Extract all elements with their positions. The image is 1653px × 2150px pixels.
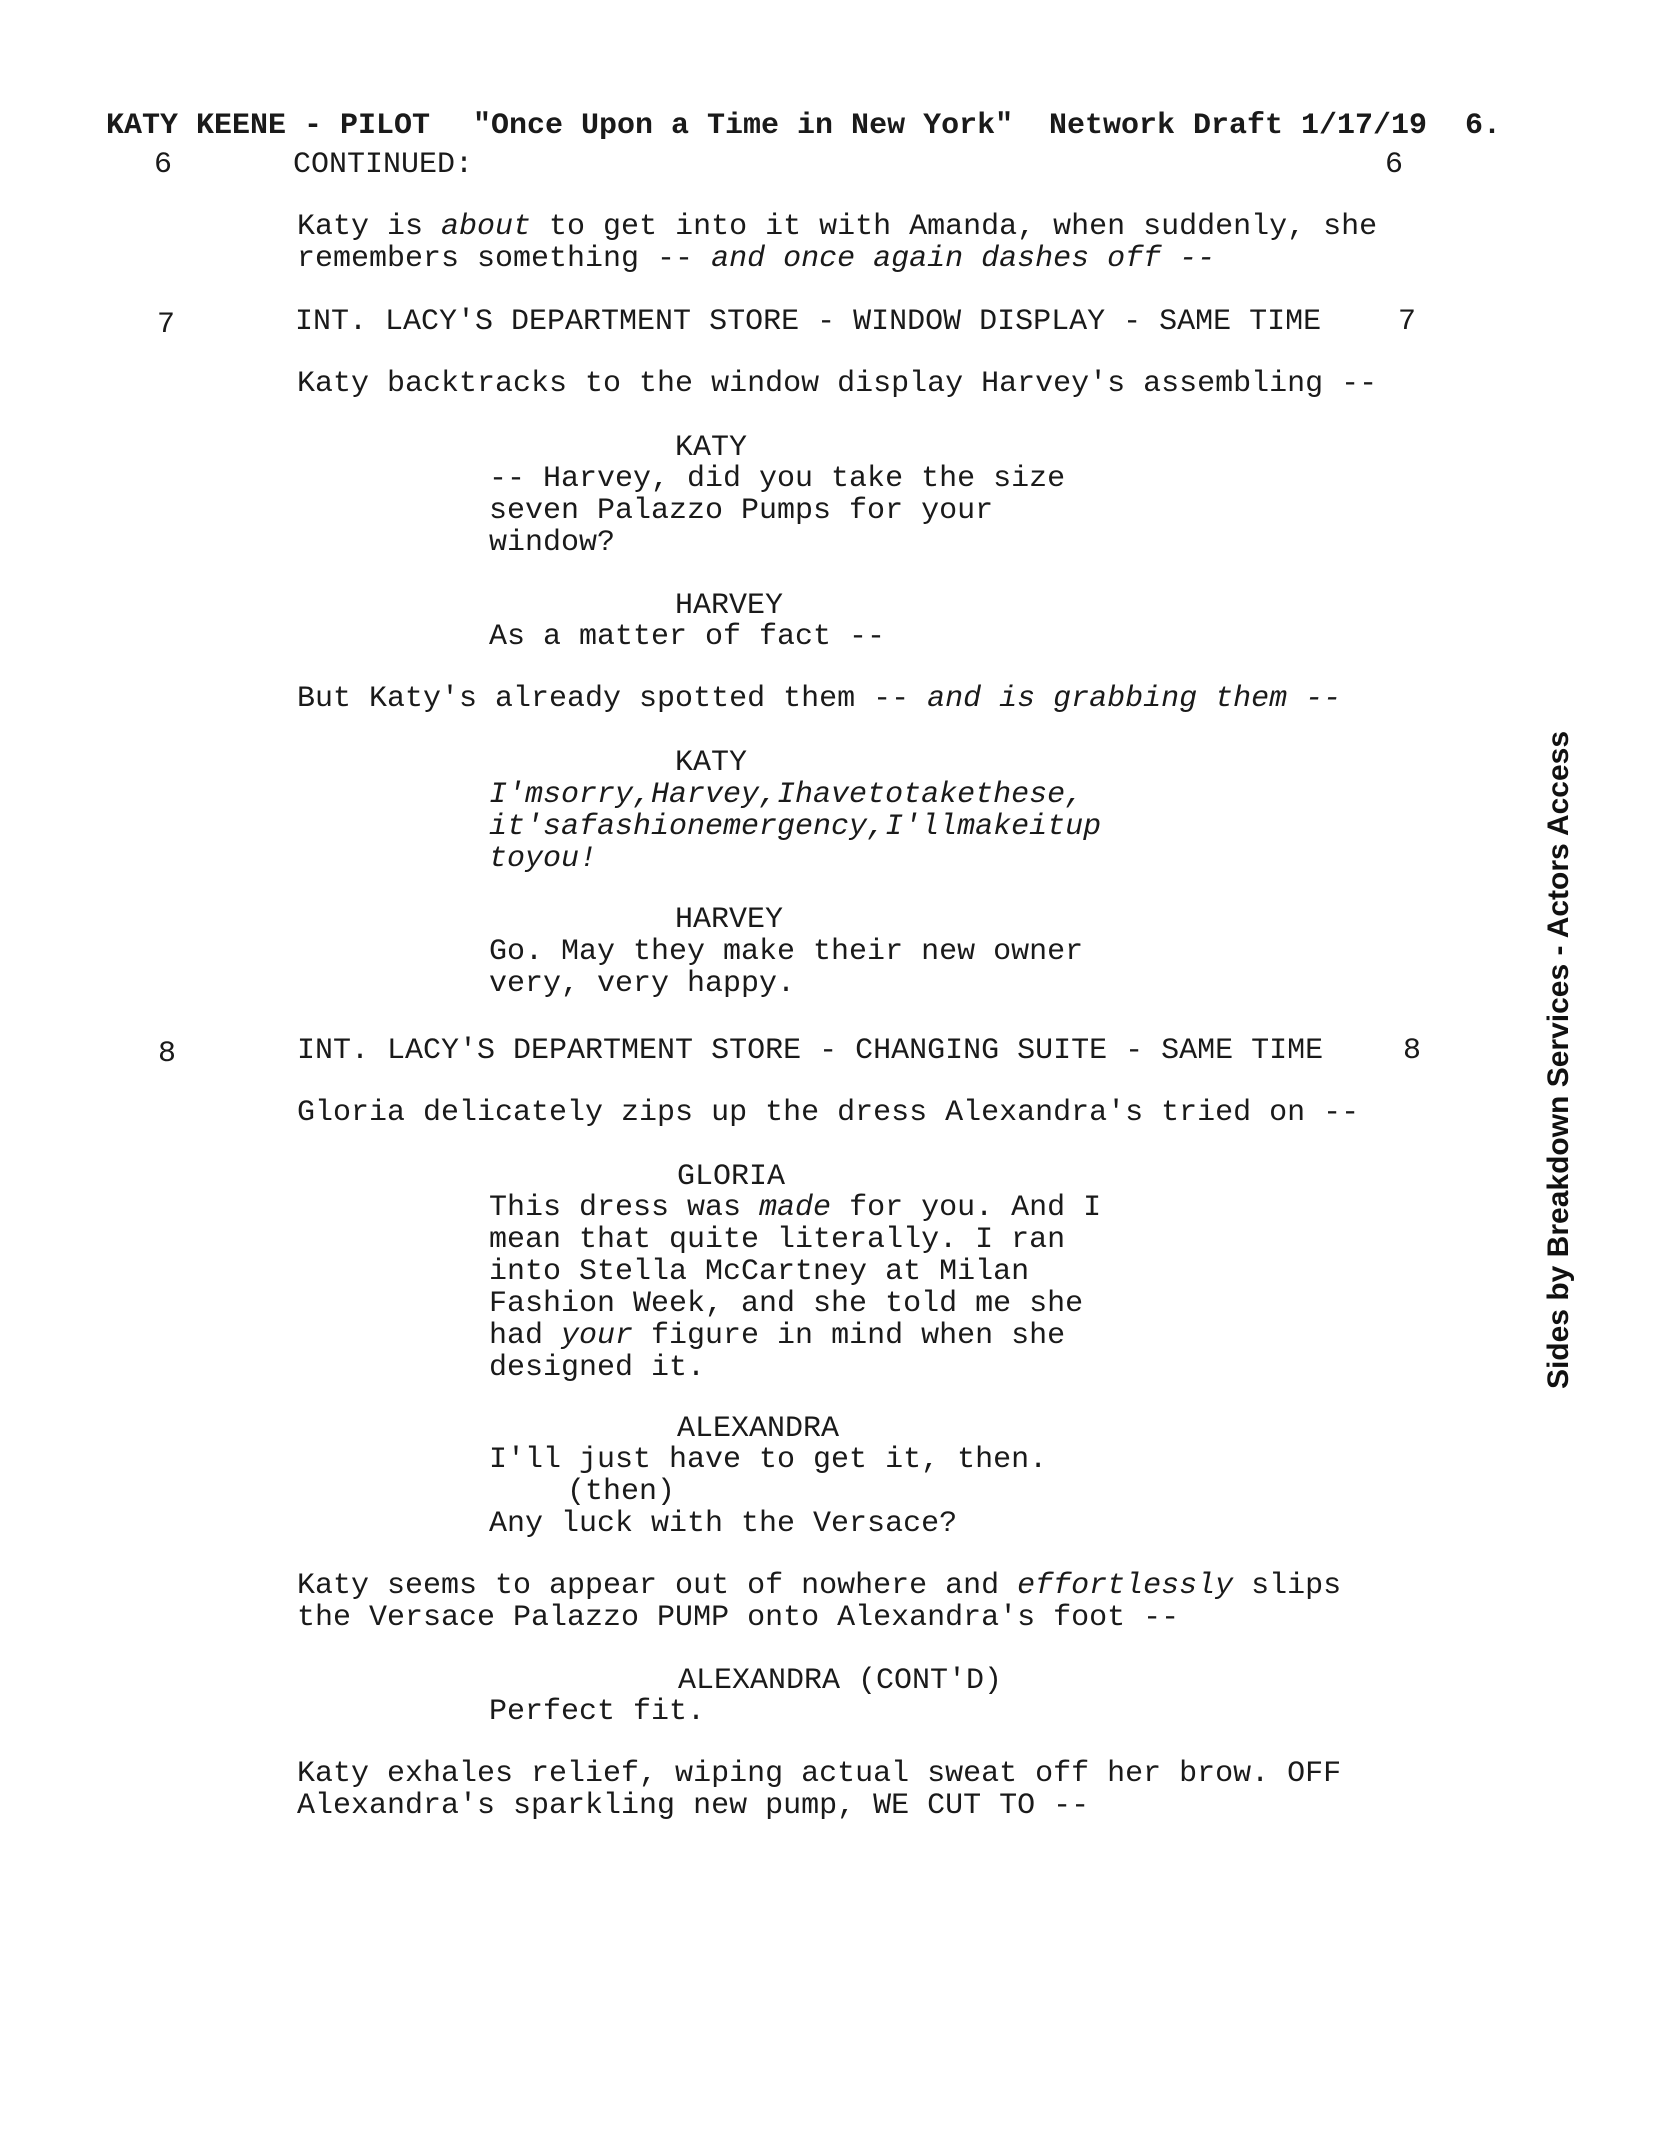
continued-number-right: 6 [1385,148,1404,182]
dialogue-block [489,1696,705,1728]
action-paragraph [297,1758,1447,1822]
action-text: Katy is [297,210,442,244]
action-text: to get into it with Amanda, when suddenly, she [531,210,1378,244]
sides-watermark: Sides by Breakdown Services - Actors Access [1542,730,1575,1390]
dialogue-line: I'll just have to get it, then. [489,1443,1048,1477]
dialogue-line: window? [489,526,616,560]
scene-heading: INT. LACY'S DEPARTMENT STORE - CHANGING SUITE - SAME TIME [297,1034,1324,1068]
action-italic: and is grabbing them -- [927,682,1342,716]
dialogue-italic: your [561,1319,634,1353]
dialogue-text: for you. And I [831,1191,1102,1225]
action-paragraph [297,1097,1447,1129]
dialogue-line: mean that quite literally. I ran [489,1223,1066,1257]
dialogue-line: Perfect fit. [489,1695,706,1729]
dialogue-block [489,936,1083,1000]
continued-number-left: 6 [154,148,173,182]
script-title: KATY KEENE - PILOT [106,109,431,143]
dialogue-text: This dress was [489,1191,760,1225]
dialogue-line: As a matter of fact -- [489,620,886,654]
dialogue-text: had [489,1319,562,1353]
character-name: KATY [675,431,748,465]
continued-label: CONTINUED: [293,148,474,182]
scene-number-right: 8 [1403,1034,1422,1068]
scene-heading: INT. LACY'S DEPARTMENT STORE - WINDOW DISPLAY - SAME TIME [295,305,1322,339]
page-number: 6. [1465,109,1502,143]
dialogue-line: seven Palazzo Pumps for your [489,494,994,528]
action-paragraph [297,683,1447,715]
character-name: ALEXANDRA [677,1412,840,1446]
action-text: Katy backtracks to the window display Harvey's assembling -- [297,367,1378,401]
action-text: Gloria delicately zips up the dress Alexandra's tried on -- [297,1096,1360,1130]
character-name: HARVEY [675,903,784,937]
dialogue-italic: made [759,1191,832,1225]
action-italic: effortlessly [1017,1569,1234,1603]
action-paragraph [297,211,1447,275]
episode-title: "Once Upon a Time in New York" [473,109,1014,143]
dialogue-line: Fashion Week, and she told me she [489,1287,1084,1321]
character-name: HARVEY [675,589,784,623]
dialogue-block [489,1444,1047,1540]
character-name: ALEXANDRA (CONT'D) [678,1664,1003,1698]
action-text: slips [1233,1569,1342,1603]
parenthetical: (then) [567,1475,676,1509]
dialogue-block [489,779,1101,875]
dialogue-line: Go. May they make their new owner [489,935,1084,969]
action-paragraph [297,1570,1447,1634]
dialogue-line: I'msorry,Harvey,Ihavetotakethese, [489,778,1084,812]
action-text: Alexandra's sparkling new pump, WE CUT TO -- [297,1789,1090,1823]
scene-number-right: 7 [1398,305,1417,339]
action-paragraph [297,368,1447,400]
dialogue-line: toyou! [489,842,598,876]
action-text: Katy exhales relief, wiping actual sweat off her brow. OFF [297,1757,1342,1791]
dialogue-line: -- Harvey, did you take the size [489,462,1066,496]
dialogue-block [489,621,885,653]
scene-number-left: 7 [157,308,176,342]
dialogue-line: Any luck with the Versace? [489,1507,958,1541]
dialogue-line: into Stella McCartney at Milan [489,1255,1030,1289]
character-name: GLORIA [677,1160,786,1194]
action-text: But Katy's already spotted them -- [297,682,928,716]
action-text: remembers something -- [297,242,712,276]
dialogue-line: very, very happy. [489,967,796,1001]
character-name: KATY [675,746,748,780]
action-text: the Versace Palazzo PUMP onto Alexandra's foot -- [297,1601,1180,1635]
dialogue-block [489,463,1065,559]
action-italic: about [441,210,532,244]
dialogue-line: designed it. [489,1351,706,1385]
dialogue-text: figure in mind when she [633,1319,1066,1353]
draft-date: Network Draft 1/17/19 [1049,109,1428,143]
action-italic: and once again dashes off -- [711,242,1216,276]
dialogue-block [489,1192,1101,1384]
scene-number-left: 8 [158,1037,177,1071]
dialogue-line: it'safashionemergency,I'llmakeitup [489,810,1102,844]
action-text: Katy seems to appear out of nowhere and [297,1569,1018,1603]
